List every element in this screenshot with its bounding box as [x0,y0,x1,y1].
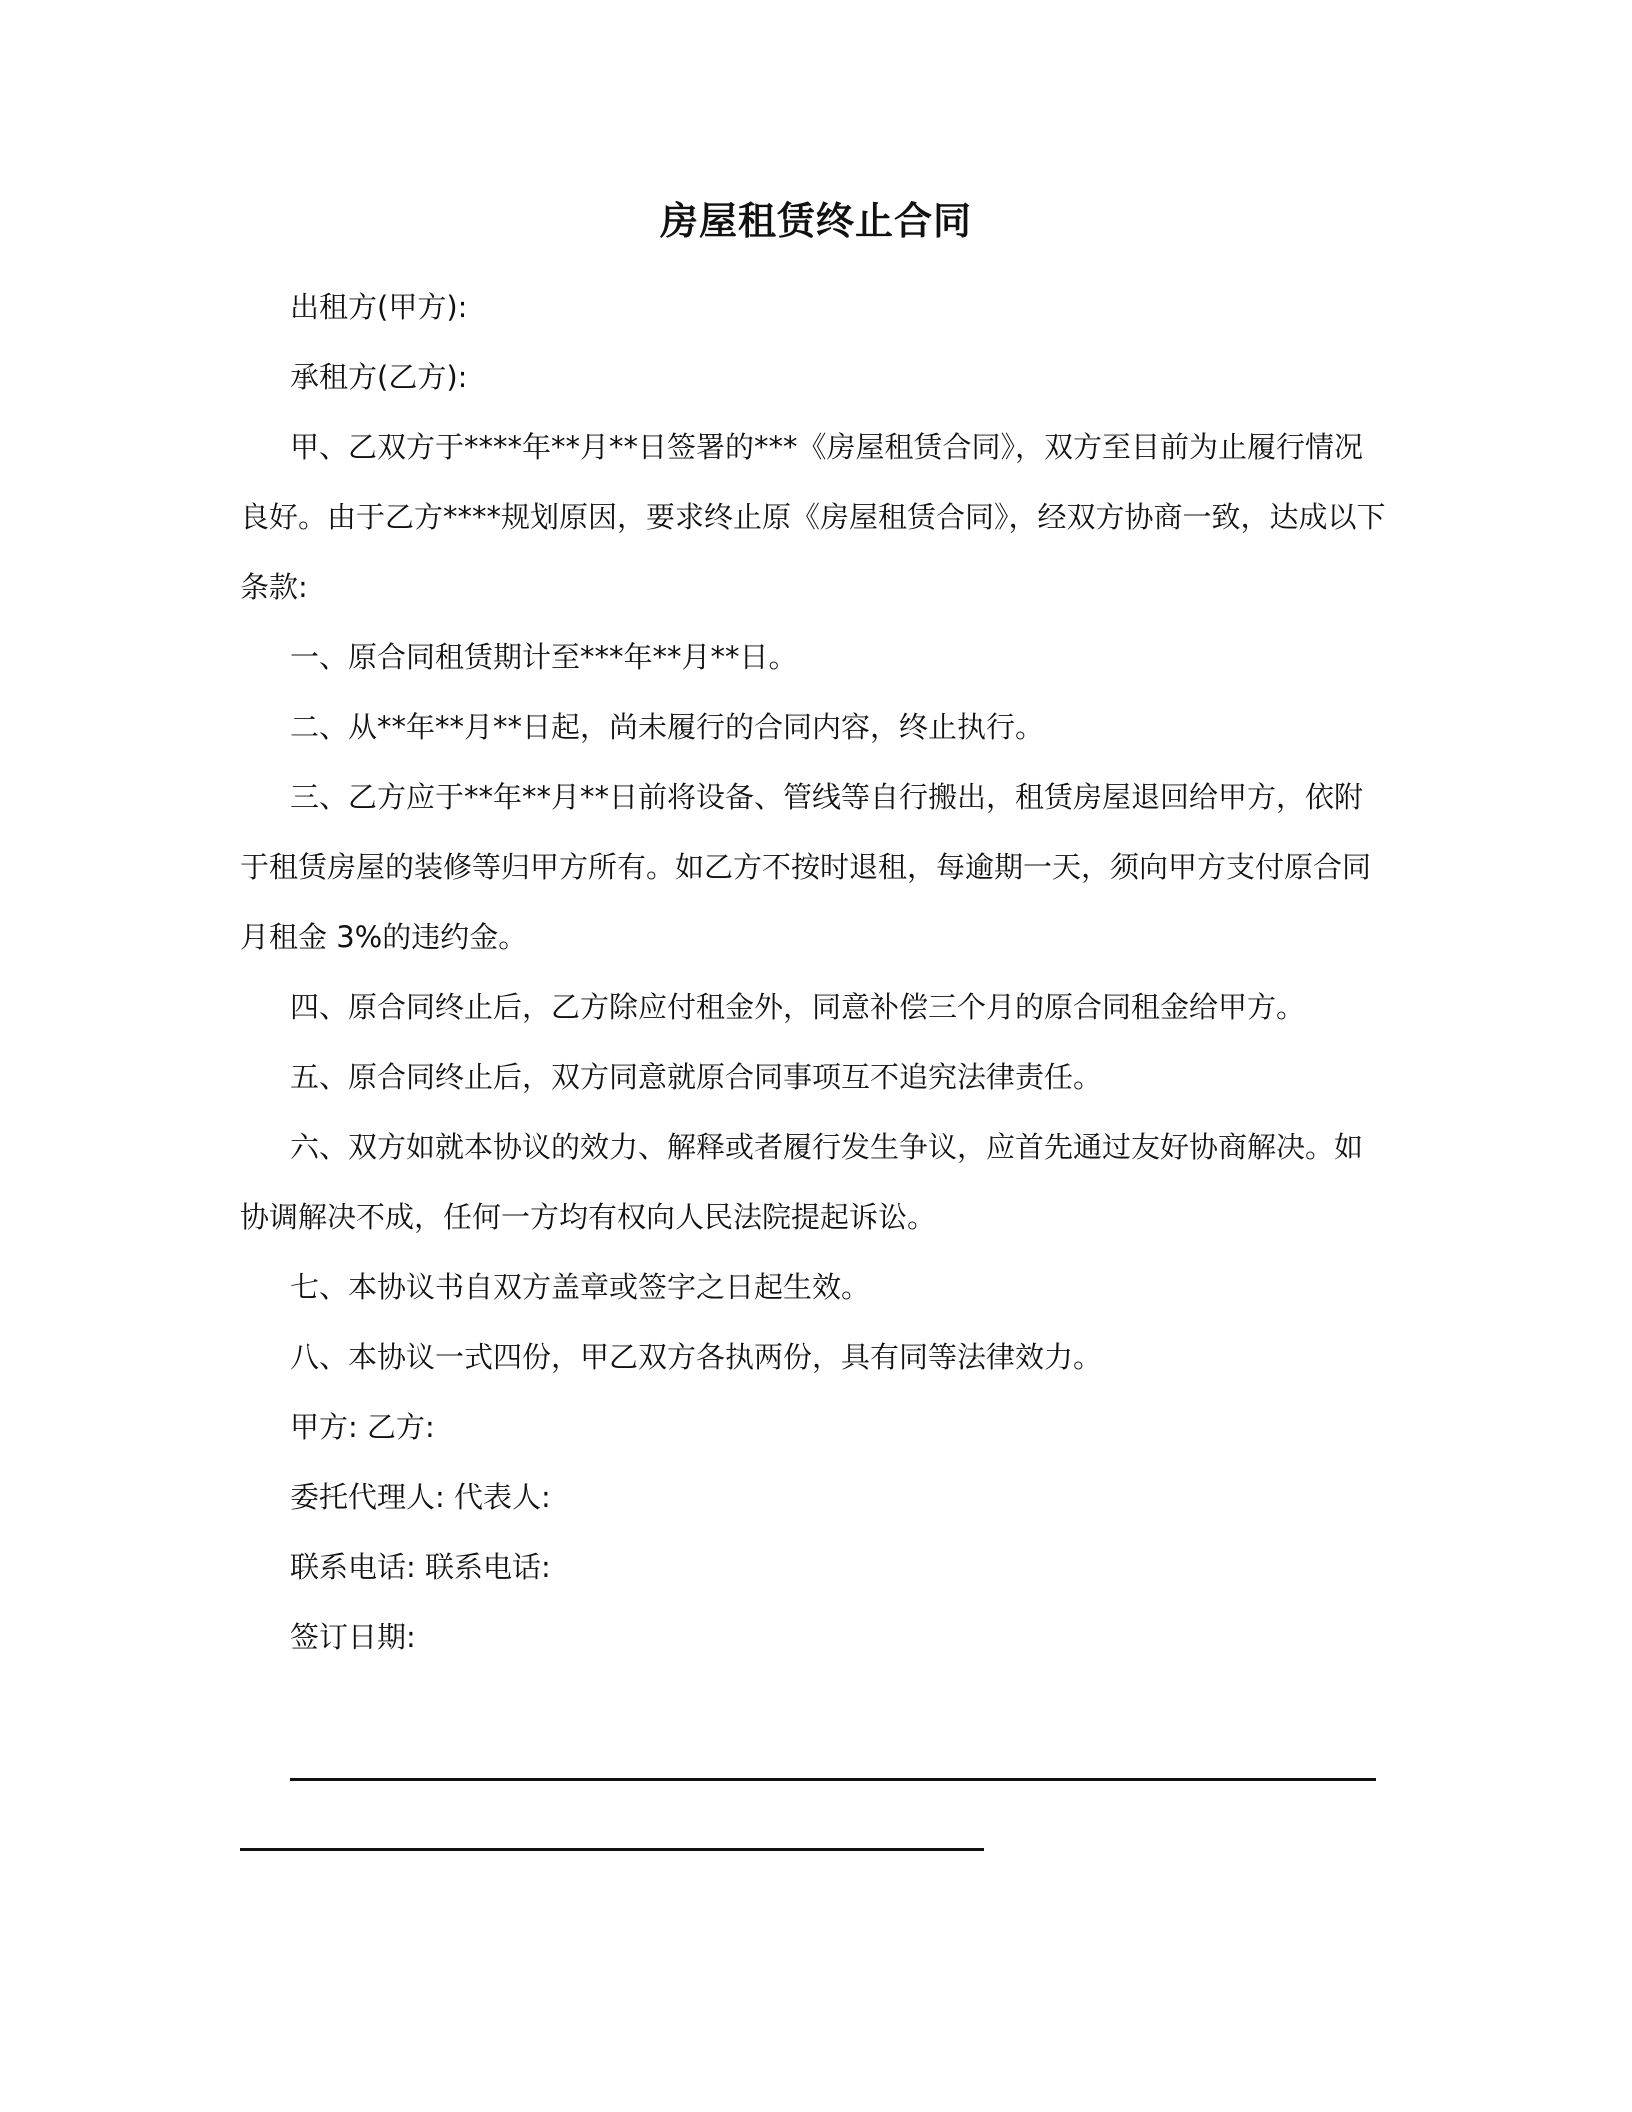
clause-8: 八、本协议一式四份，甲乙双方各执两份，具有同等法律效力。 [290,1340,1103,1374]
lessee-line: 承租方(乙方): [290,360,468,394]
preamble-paragraph: 甲、乙双方于****年**月**日签署的***《房屋租赁合同》，双方至目前为止履行情况良好。由于乙方****规划原因，要求终止原《房屋租赁合同》，经双方协商一致，达成以下条款: [240,430,1386,604]
clause-3: 三、乙方应于**年**月**日前将设备、管线等自行搬出，租赁房屋退回给甲方，依附于租赁房屋的装修等归甲方所有。如乙方不按时退租，每逾期一天，须向甲方支付原合同月租金 3%的违约金。 [240,780,1372,954]
clause-2: 二、从**年**月**日起，尚未履行的合同内容，终止执行。 [290,710,1045,744]
signature-date-line: 签订日期: [290,1620,416,1654]
clause-6: 六、双方如就本协议的效力、解释或者履行发生争议，应首先通过友好协商解决。如协调解决不成，任何一方均有权向人民法院提起诉讼。 [240,1130,1364,1234]
signature-party-line: 甲方: 乙方: [290,1410,435,1444]
clause-1: 一、原合同租赁期计至***年**月**日。 [290,640,798,674]
document-title: 房屋租赁终止合同 [659,199,972,243]
separator-line [290,1778,1376,1781]
signature-agent-line: 委托代理人: 代表人: [290,1480,551,1514]
clause-7: 七、本协议书自双方盖章或签字之日起生效。 [290,1270,871,1304]
lessor-line: 出租方(甲方): [290,290,468,324]
clause-5: 五、原合同终止后，双方同意就原合同事项互不追究法律责任。 [290,1060,1103,1094]
clause-4: 四、原合同终止后，乙方除应付租金外，同意补偿三个月的原合同租金给甲方。 [290,990,1306,1024]
signature-phone-line: 联系电话: 联系电话: [290,1550,551,1584]
separator-line [240,1848,984,1851]
document-body [240,272,1390,1672]
